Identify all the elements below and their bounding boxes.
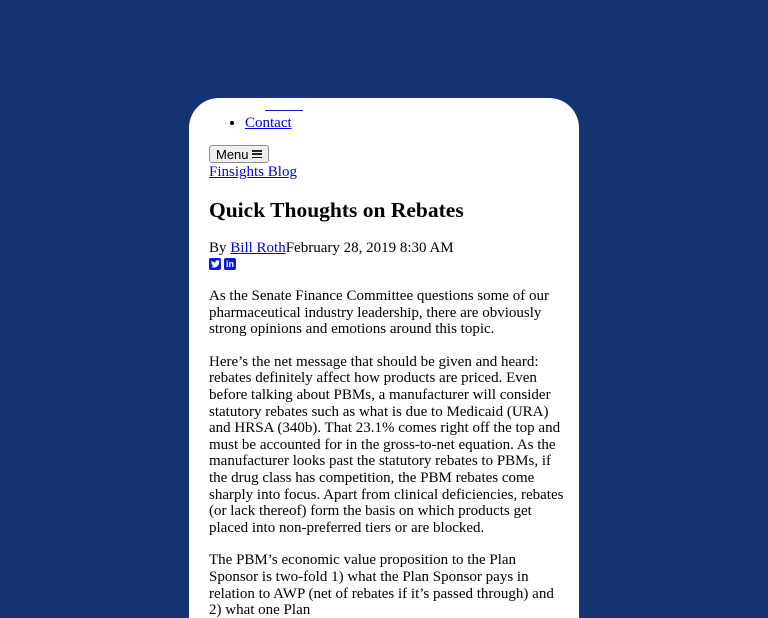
blog-home-link[interactable]: Finsights Blog [209, 164, 297, 180]
article-title: Quick Thoughts on Rebates [209, 198, 464, 222]
byline-prefix: By [209, 240, 231, 256]
twitter-icon[interactable] [209, 258, 221, 270]
article-body [209, 288, 564, 618]
nav-item-contact [245, 114, 292, 132]
author-link[interactable]: Bill Roth [230, 240, 286, 256]
article-paragraph: The PBM’s economic value proposition to the Plan Sponsor is two-fold 1) what the Plan Sponsor pays in relation to AWP (net of rebates if it’s passed through) and 2) what one Plan [209, 552, 554, 618]
contact-link[interactable]: Contact [245, 115, 292, 131]
menu-button-label: Menu [216, 146, 249, 162]
menu-button[interactable] [209, 145, 269, 163]
nav-link-underline-fragment [265, 110, 303, 111]
nav-list [209, 114, 292, 132]
publish-date: February 28, 2019 8:30 AM [285, 240, 454, 256]
page-card [189, 98, 579, 618]
article-paragraph: As the Senate Finance Committee questions some of our pharmaceutical industry leadership, there are obviously strong opinions and emotions around this topic. [209, 288, 549, 338]
article-paragraph: Here’s the net message that should be given and heard: rebates definitely affect how products are priced. Even before talking about PBMs, a manufacturer will consider statutory rebates such as what is due to Medicaid (URA) and HRSA (340b). That 23.1% comes right off the top and must be accounted for in the gross-to-net equation. As the manufacturer looks past the statutory rebates to PBMs, if the drug class has competition, the PBM rebates come sharply into focus. Apart from clinical deficiencies, rebates (or lack thereof) form the basis on which products get placed into non-preferred tiers or are blocked. [209, 353, 564, 536]
byline [209, 239, 454, 257]
share-links [209, 258, 236, 270]
linkedin-icon[interactable]: in [226, 259, 234, 269]
hamburger-icon [252, 150, 262, 158]
